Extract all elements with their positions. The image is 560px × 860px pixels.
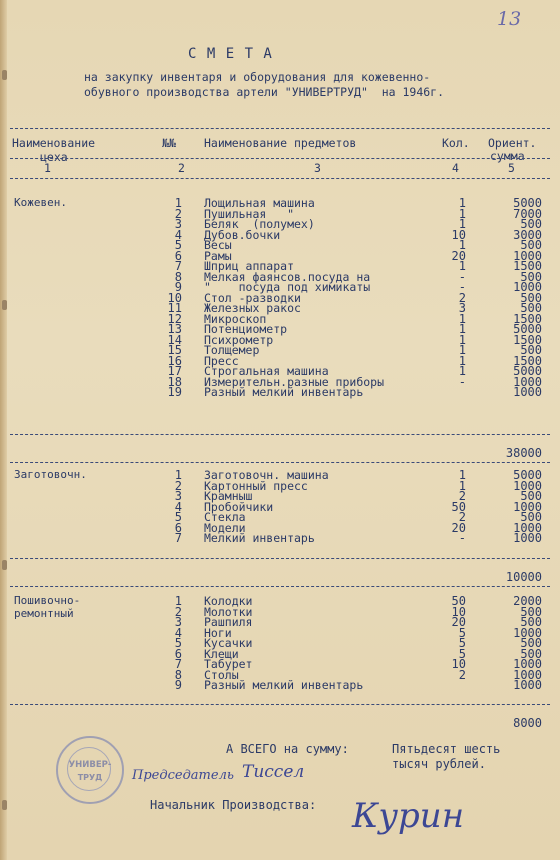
document-subtitle-line-2: обувного производства артели "УНИВЕРТРУД" на 1946г.	[84, 85, 445, 99]
page-number: 13	[497, 8, 522, 30]
header-rule-mid	[10, 158, 550, 159]
header-col-number: №№	[162, 136, 176, 150]
item-name: Лощильная машина	[204, 196, 315, 210]
header-colnum-4: 4	[452, 161, 459, 175]
item-number: 15	[167, 343, 182, 357]
production-head-signature: Курин	[352, 796, 465, 836]
item-name: Заготовочн. машина	[204, 468, 329, 482]
item-number: 8	[174, 667, 182, 682]
item-name: Измерительн.разные приборы	[204, 374, 385, 389]
item-sum: 1000	[513, 374, 542, 389]
item-name: Стекла	[204, 510, 246, 524]
item-name: Колодки	[204, 594, 253, 608]
item-quantity: 1	[458, 478, 466, 493]
production-head-label: Начальник Производства:	[150, 798, 317, 812]
item-quantity: 1	[458, 468, 466, 482]
item-name: Потенциометр	[204, 322, 288, 336]
item-name: Железных ракос	[204, 301, 301, 315]
item-name: Дубов.бочки	[204, 227, 281, 242]
item-number: 14	[167, 332, 182, 347]
item-number: 12	[167, 311, 182, 326]
item-sum: 2000	[513, 594, 542, 608]
item-sum: 500	[520, 489, 542, 503]
item-quantity: 1	[458, 206, 466, 221]
item-quantity: 50	[451, 594, 466, 608]
item-name: Пробойчики	[204, 499, 274, 514]
item-name: Картонный пресс	[204, 478, 308, 493]
item-quantity: 1	[458, 238, 466, 252]
item-number: 6	[174, 646, 182, 661]
item-name: " посуда под химикаты	[204, 280, 371, 294]
item-name: Крамныш	[204, 489, 253, 503]
section-name: Заготовочн.	[14, 468, 87, 481]
item-sum: 500	[520, 290, 542, 305]
stamp-text-1: УНИВЕР-	[68, 760, 112, 770]
item-quantity: 1	[458, 322, 466, 336]
item-sum: 500	[520, 269, 542, 284]
item-number: 19	[167, 385, 182, 399]
item-sum: 7000	[513, 206, 542, 221]
item-quantity: 2	[458, 510, 466, 524]
item-sum: 500	[520, 615, 542, 629]
section-total-underline	[10, 462, 550, 463]
section-total-rule	[10, 434, 550, 435]
item-number: 1	[174, 594, 182, 608]
item-number: 3	[174, 217, 182, 231]
header-colnum-3: 3	[314, 161, 321, 175]
grand-total-words-line-1: Пятьдесят шесть	[392, 742, 501, 756]
item-quantity: 10	[451, 604, 466, 619]
item-name: Пушильная "	[204, 206, 295, 221]
header-col-sum: Ориент.	[488, 136, 537, 150]
item-quantity: 1	[458, 332, 466, 347]
item-name: Кусачки	[204, 636, 253, 650]
item-quantity: 2	[458, 489, 466, 503]
grand-total-label: А ВСЕГО на сумму:	[226, 742, 349, 756]
item-sum: 500	[520, 510, 542, 524]
header-colnum-1: 1	[44, 161, 51, 175]
item-name: Разный мелкий инвентарь	[204, 678, 364, 692]
item-quantity: 10	[451, 227, 466, 242]
item-quantity: -	[458, 374, 466, 389]
section-total-underline	[10, 586, 550, 587]
section-name: Кожевен.	[14, 196, 67, 209]
item-quantity: 20	[451, 520, 466, 535]
item-number: 8	[174, 269, 182, 284]
item-sum: 500	[520, 636, 542, 650]
item-sum: 1000	[513, 520, 542, 535]
item-number: 7	[174, 531, 182, 545]
item-name: Мелкая фаянсов.посуда на	[204, 269, 371, 284]
item-number: 9	[174, 280, 182, 294]
header-col-shop: Наименование	[12, 136, 96, 150]
item-name: Шприц аппарат	[204, 259, 295, 273]
item-name: Мелкий инвентарь	[204, 531, 315, 545]
item-name: Стол -разводки	[204, 290, 301, 305]
item-name: Разный мелкий инвентарь	[204, 385, 364, 399]
item-sum: 1500	[513, 311, 542, 326]
item-number: 2	[174, 206, 182, 221]
item-number: 13	[167, 322, 182, 336]
item-name: Рамы	[204, 248, 232, 263]
item-quantity: 1	[458, 196, 466, 210]
item-sum: 1000	[513, 531, 542, 545]
item-sum: 1500	[513, 259, 542, 273]
item-quantity: 3	[458, 301, 466, 315]
item-number: 2	[174, 604, 182, 619]
section-total-rule	[10, 558, 550, 559]
item-sum: 1000	[513, 667, 542, 682]
item-sum: 1000	[513, 385, 542, 399]
item-name: Клещи	[204, 646, 239, 661]
round-seal-stamp	[56, 736, 124, 804]
item-name: Молотки	[204, 604, 253, 619]
item-number: 4	[174, 499, 182, 514]
header-rule-bottom	[10, 178, 550, 179]
item-number: 9	[174, 678, 182, 692]
item-quantity: 1	[458, 343, 466, 357]
section-total: 38000	[505, 446, 542, 460]
header-col-sum-line2: сумма	[490, 149, 525, 163]
item-quantity: 1	[458, 259, 466, 273]
item-quantity: 5	[458, 625, 466, 640]
item-number: 11	[167, 301, 182, 315]
item-name: Строгальная машина	[204, 364, 329, 378]
item-sum: 500	[520, 238, 542, 252]
item-number: 6	[174, 520, 182, 535]
item-sum: 500	[520, 217, 542, 231]
item-name: Рашпиля	[204, 615, 253, 629]
item-number: 1	[174, 196, 182, 210]
item-number: 1	[174, 468, 182, 482]
item-sum: 1000	[513, 499, 542, 514]
item-quantity: -	[458, 269, 466, 284]
header-col-shop-line2: цеха	[40, 150, 68, 164]
item-quantity: 1	[458, 311, 466, 326]
item-quantity: 5	[458, 646, 466, 661]
item-number: 17	[167, 364, 182, 378]
item-quantity: -	[458, 531, 466, 545]
chairman-signature: Тиссел	[242, 762, 305, 782]
binding-edge	[0, 0, 7, 860]
item-sum: 1000	[513, 478, 542, 493]
grand-total-words-line-2: тысяч рублей.	[392, 757, 486, 771]
item-number: 5	[174, 510, 182, 524]
item-sum: 500	[520, 646, 542, 661]
item-quantity: 2	[458, 290, 466, 305]
item-name: Толщемер	[204, 343, 260, 357]
header-rule-top	[10, 128, 550, 129]
item-number: 4	[174, 227, 182, 242]
stamp-text-2: ТРУД	[77, 773, 103, 782]
item-sum: 5000	[513, 196, 542, 210]
document-subtitle-line-1: на закупку инвентаря и оборудования для кожевенно-	[84, 70, 431, 84]
item-number: 7	[174, 259, 182, 273]
item-number: 16	[167, 353, 182, 368]
item-sum: 3000	[513, 227, 542, 242]
section-name: Пошивочно-	[14, 594, 81, 607]
item-quantity: -	[458, 280, 466, 294]
item-sum: 1500	[513, 353, 542, 368]
item-name: Психрометр	[204, 332, 274, 347]
item-quantity: 2	[458, 667, 466, 682]
item-number: 5	[174, 636, 182, 650]
item-name: Пресс	[204, 353, 239, 368]
item-quantity: 20	[451, 248, 466, 263]
item-sum: 1000	[513, 657, 542, 671]
item-number: 10	[167, 290, 182, 305]
item-name: Модели	[204, 520, 246, 535]
item-quantity: 20	[451, 615, 466, 629]
section-total: 10000	[505, 570, 542, 584]
item-sum: 500	[520, 343, 542, 357]
item-sum: 5000	[513, 364, 542, 378]
item-sum: 5000	[513, 322, 542, 336]
header-col-items: Наименование предметов	[204, 136, 357, 150]
item-name: Беляк (полумех)	[204, 217, 315, 231]
item-sum: 1000	[513, 248, 542, 263]
item-quantity: 1	[458, 353, 466, 368]
item-name: Ноги	[204, 625, 232, 640]
section-total-rule	[10, 704, 550, 705]
item-name: Табурет	[204, 657, 253, 671]
item-sum: 500	[520, 301, 542, 315]
item-name: Столы	[204, 667, 239, 682]
header-col-quantity: Кол.	[442, 136, 470, 150]
item-number: 3	[174, 489, 182, 503]
item-name: Микроскоп	[204, 311, 267, 326]
item-sum: 5000	[513, 468, 542, 482]
item-number: 5	[174, 238, 182, 252]
section-total: 8000	[513, 716, 542, 730]
item-name: Весы	[204, 238, 232, 252]
item-quantity: 10	[451, 657, 466, 671]
item-quantity: 50	[451, 499, 466, 514]
item-sum: 500	[520, 604, 542, 619]
header-colnum-5: 5	[508, 161, 515, 175]
header-colnum-2: 2	[178, 161, 185, 175]
item-quantity: 1	[458, 217, 466, 231]
item-number: 18	[167, 374, 182, 389]
item-sum: 1000	[513, 678, 542, 692]
section-name-line2: ремонтный	[14, 607, 74, 620]
item-number: 7	[174, 657, 182, 671]
document-title: С М Е Т А	[188, 46, 273, 62]
item-number: 2	[174, 478, 182, 493]
item-number: 6	[174, 248, 182, 263]
item-sum: 1000	[513, 625, 542, 640]
item-quantity: 1	[458, 364, 466, 378]
item-sum: 1500	[513, 332, 542, 347]
item-number: 3	[174, 615, 182, 629]
item-quantity: 5	[458, 636, 466, 650]
item-number: 4	[174, 625, 182, 640]
chairman-label: Председатель	[132, 768, 234, 783]
item-sum: 1000	[513, 280, 542, 294]
